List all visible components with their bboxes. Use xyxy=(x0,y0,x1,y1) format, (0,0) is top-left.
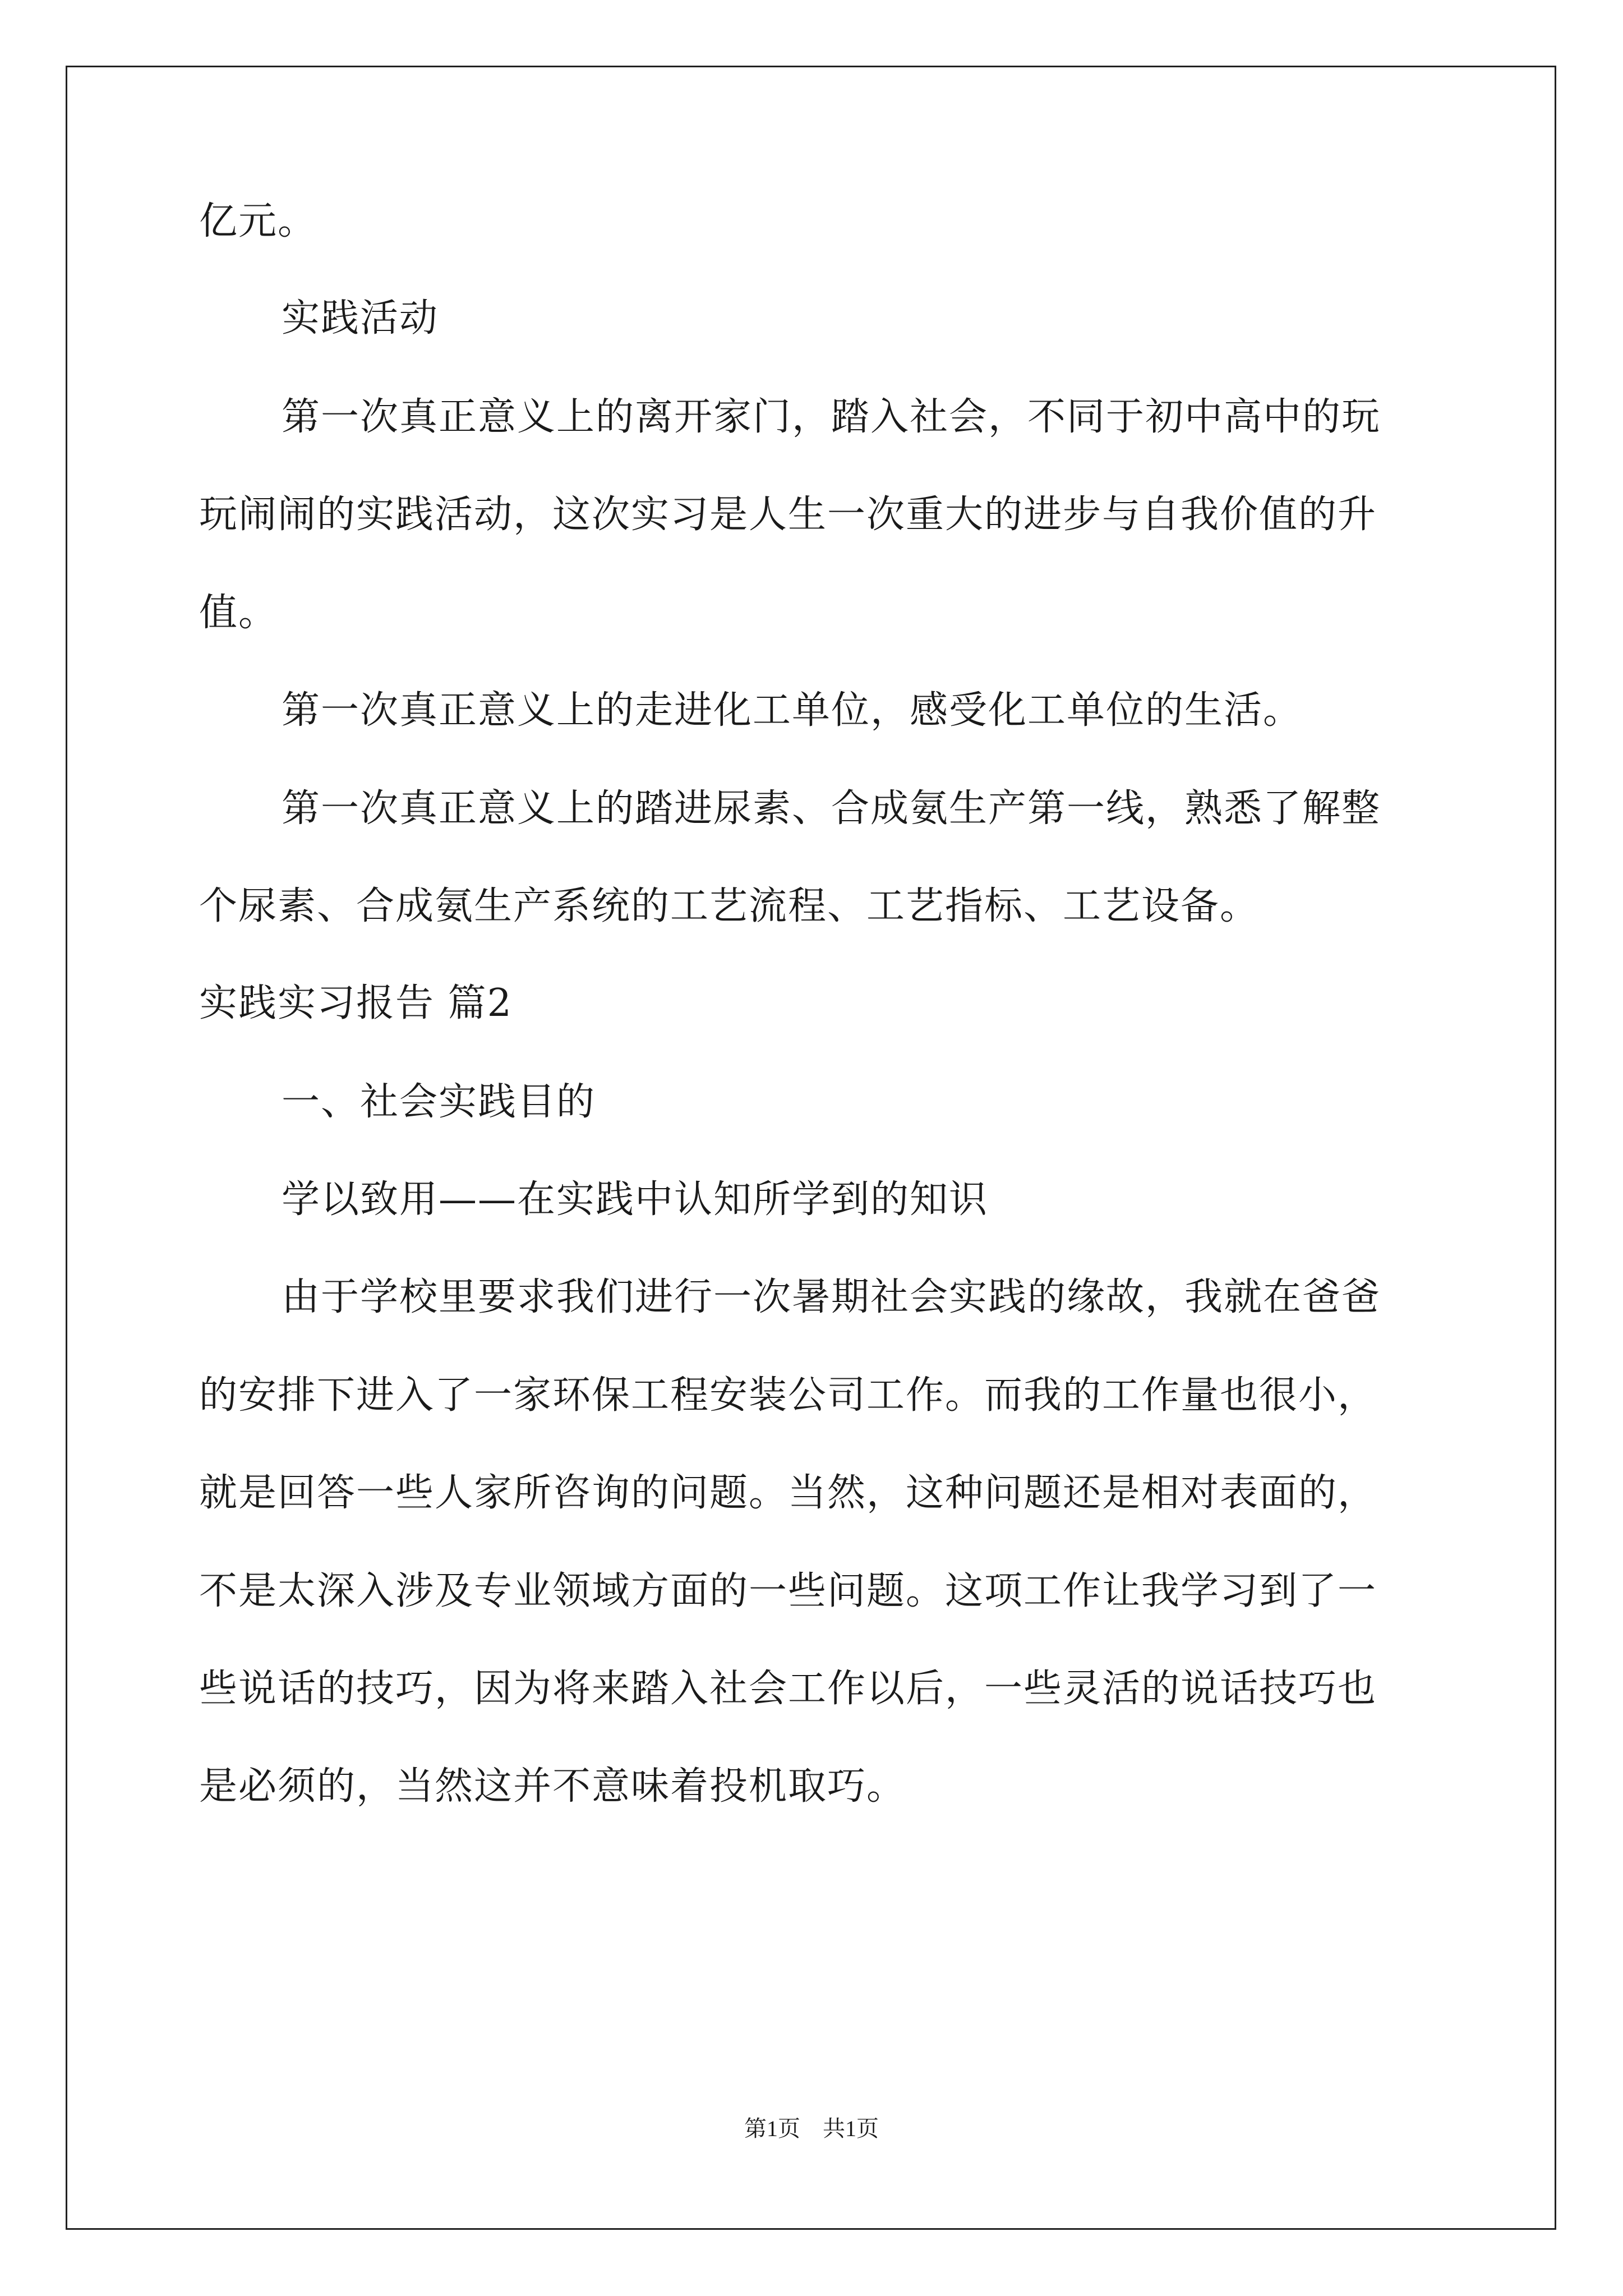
text-line: 个尿素、合成氨生产系统的工艺流程、工艺指标、工艺设备。 xyxy=(199,884,1260,928)
text-line: 第一次真正意义上的走进化工单位，感受化工单位的生活。 xyxy=(282,688,1303,733)
text-line: 学以致用——在实践中认知所学到的知识 xyxy=(282,1177,989,1222)
text-line: 第一次真正意义上的离开家门，踏入社会，不同于初中高中的玩 xyxy=(282,395,1381,439)
text-line: 亿元。 xyxy=(199,199,317,243)
text-line: 些说话的技巧，因为将来踏入社会工作以后，一些灵活的说话技巧也 xyxy=(199,1667,1377,1711)
text-line: 就是回答一些人家所咨询的问题。当然，这种问题还是相对表面的， xyxy=(199,1471,1377,1515)
text-line: 不是太深入涉及专业领域方面的一些问题。这项工作让我学习到了一 xyxy=(199,1569,1377,1613)
text-line: 是必须的，当然这并不意味着投机取巧。 xyxy=(199,1764,906,1809)
text-line: 值。 xyxy=(199,591,278,635)
text-line: 由于学校里要求我们进行一次暑期社会实践的缘故，我就在爸爸 xyxy=(282,1275,1381,1319)
text-line: 玩闹闹的实践活动，这次实习是人生一次重大的进步与自我价值的升 xyxy=(199,493,1377,537)
article-heading: 实践实习报告 篇2 xyxy=(199,981,513,1025)
section-heading: 实践活动 xyxy=(282,296,439,341)
text-line: 的安排下进入了一家环保工程安装公司工作。而我的工作量也很小， xyxy=(199,1373,1377,1418)
page-footer: 第1页 共1页 xyxy=(744,2116,879,2141)
text-line: 第一次真正意义上的踏进尿素、合成氨生产第一线，熟悉了解整 xyxy=(282,786,1381,831)
section-heading: 一、社会实践目的 xyxy=(282,1080,596,1124)
